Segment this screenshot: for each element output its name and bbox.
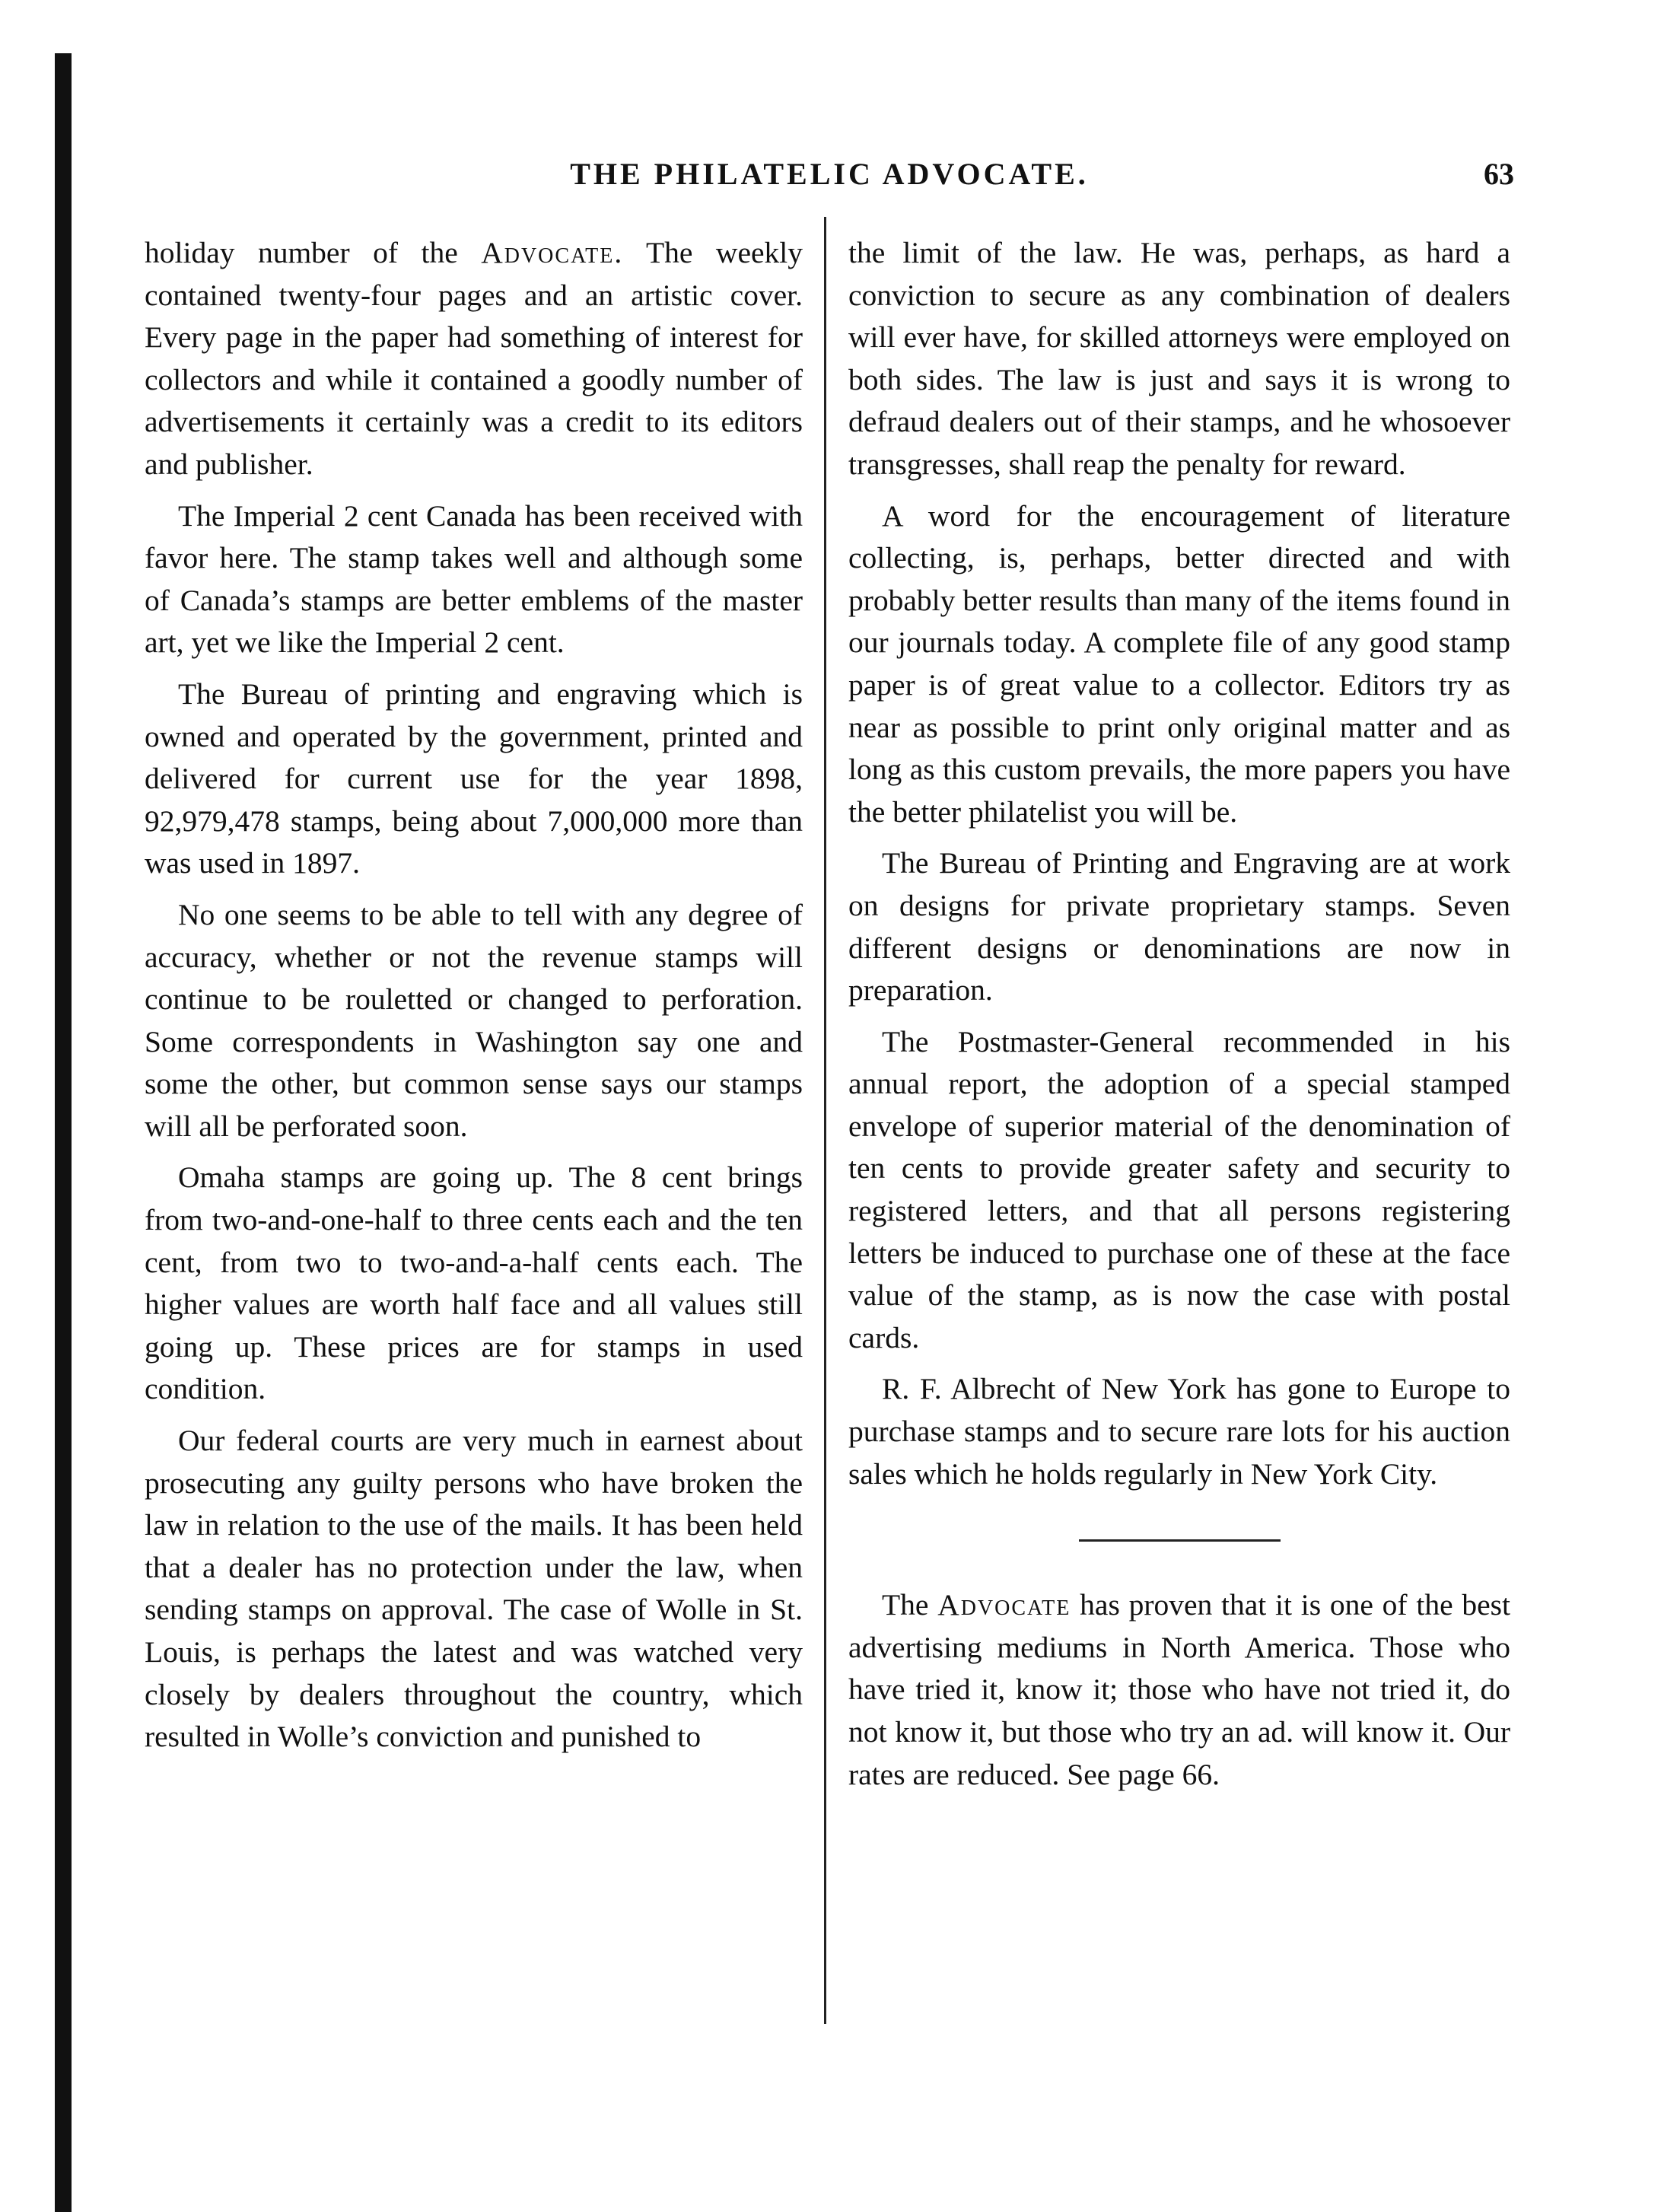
right-column (848, 232, 1510, 1805)
paragraph-imperial-canada: The Imperial 2 cent Canada has been received with favor here. The stamp takes well and although some of Canada’s stamps are better emblems of the master art, yet we like the Imperial 2 cent. (145, 498, 803, 660)
paragraph-omaha-stamps: Omaha stamps are going up. The 8 cent brings from two-and-one-half to three cents each and the ten cent, from two to two-and-a-half cents each. The higher values are worth half face and all values still going up. These prices are for stamps in used condition. (145, 1160, 803, 1406)
text-segment: The (882, 1588, 938, 1622)
paragraph-revenue-stamps: No one seems to be able to tell with any degree of accuracy, whether or not the revenue stamps will continue to be rouletted or changed to perforation. Some correspondents in Washington say one and some the other, but common sense says our stamps will all be perforated soon. (145, 897, 803, 1143)
running-head (145, 156, 1514, 202)
column-divider (824, 217, 826, 2024)
paragraph-federal-courts-continued: the limit of the law. He was, perhaps, as hard a conviction to secure as any combination of dealers will ever have, for skilled attorneys were employed on both sides. The law is just and says it is wrong to defraud dealers out of their stamps, and he whosoever transgresses, shall reap the penalty for reward. (848, 236, 1510, 481)
paragraph-literature-collecting: A word for the encouragement of literature collecting, is, perhaps, better directed and with probably better results than many of the items found in our journals today. A complete file of any good stamp paper is of great value to a collector. Editors try as near as possible to print only original matter and as long as this custom prevails, the more papers you have the better philatelist you will be. (848, 498, 1510, 829)
page-title: THE PHILATELIC ADVOCATE. (570, 157, 1089, 191)
left-column (145, 232, 803, 1768)
text-segment: has proven that it is one of the best advertising mediums in North America. Those who have tried it, know it; those who have not tried it, do not know it, but those who try an ad. will know it. Our rates are reduced. See page 66. (848, 1588, 1510, 1791)
advocate-smallcaps: Advocate (937, 1588, 1071, 1622)
text-segment: The weekly contained twenty-four pages and an artistic cover. Every page in the paper had something of interest for collectors and while it contained a goodly number of advertisements it certainly was a credit to its editors and publisher. (145, 236, 803, 481)
paragraph-postmaster-general: The Postmaster-General recommended in his annual report, the adoption of a special stamped envelope of superior material of the denomination of ten cents to provide greater safety and security to registered letters, and that all persons registering letters be induced to purchase one of these at the face value of the stamp, as is now the case with postal cards. (848, 1024, 1510, 1354)
binding-edge (55, 53, 72, 2212)
paragraph-bureau-printing: The Bureau of printing and engraving which is owned and operated by the government, printed and delivered for current use for the year 1898, 92,979,478 stamps, being about 7,000,000 more than was used in 1897. (145, 676, 803, 880)
advertisement-notice (848, 1584, 1510, 1796)
paragraph-holiday-number (145, 232, 803, 486)
advocate-smallcaps: Advocate. (481, 236, 624, 269)
paragraph-proprietary-stamps: The Bureau of Printing and Engraving are at work on designs for private proprietary stamps. Seven different designs or denominations are now in preparation. (848, 846, 1510, 1007)
section-divider (1079, 1539, 1281, 1542)
paragraph-albrecht: R. F. Albrecht of New York has gone to Europe to purchase stamps and to secure rare lots for his auction sales which he holds regularly in New York City. (848, 1372, 1510, 1491)
paragraph-federal-courts: Our federal courts are very much in earnest about prosecuting any guilty persons who have broken the law in relation to the use of the mails. It has been held that a dealer has no protection under the law, when sending stamps on approval. The case of Wolle in St. Louis, is perhaps the latest and was watched very closely by dealers throughout the country, which resulted in Wolle’s conviction and punished to (145, 1424, 803, 1754)
page-number: 63 (1484, 157, 1514, 191)
text-segment: holiday number of the (145, 236, 482, 269)
